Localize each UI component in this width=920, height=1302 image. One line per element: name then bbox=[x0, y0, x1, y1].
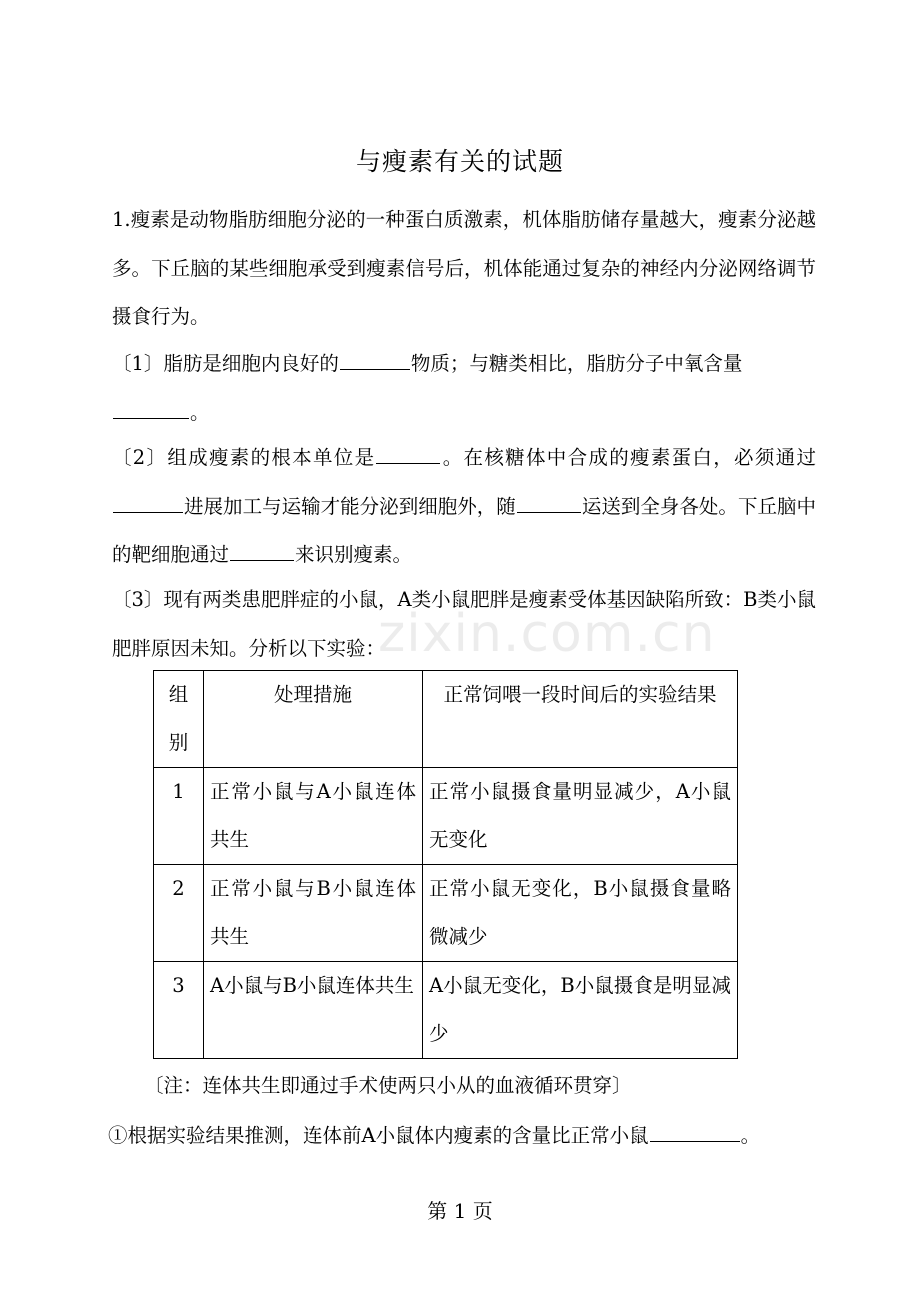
question-2-text-e: 来识别瘦素。 bbox=[295, 543, 413, 566]
cell-group: 1 bbox=[154, 768, 204, 865]
experiment-table bbox=[153, 670, 738, 1059]
question-2-text-c: 进展加工与运输才能分泌到细胞外，随 bbox=[184, 494, 516, 518]
table-row bbox=[154, 768, 738, 865]
cell-treatment: A小鼠与B小鼠连体共生 bbox=[204, 962, 423, 1059]
intro-paragraph: 1.瘦素是动物脂肪细胞分泌的一种蛋白质激素，机体脂肪储存量越大，瘦素分泌越多。下丘脑的某些细胞承受到瘦素信号后，机体能通过复杂的神经内分泌网络调节摄食行为。 bbox=[112, 208, 816, 328]
page-number: 第 1 页 bbox=[427, 1199, 493, 1223]
header-result: 正常饲喂一段时间后的实验结果 bbox=[423, 671, 738, 768]
sub-question-1-text-a: ①根据实验结果推测，连体前A小鼠体内瘦素的含量比正常小鼠 bbox=[108, 1124, 649, 1147]
question-1-text-b: 物质；与糖类相比，脂肪分子中氧含量 bbox=[410, 352, 743, 375]
sub-question-1 bbox=[108, 1116, 820, 1156]
question-2 bbox=[112, 434, 816, 580]
cell-group: 2 bbox=[154, 865, 204, 962]
table-note: 〔注：连体共生即通过手术使两只小从的血液循环贯穿〕 bbox=[144, 1074, 632, 1097]
table-row bbox=[154, 865, 738, 962]
header-group: 组别 bbox=[154, 671, 204, 768]
question-1-text-c: 。 bbox=[190, 400, 210, 424]
cell-treatment: 正常小鼠与A小鼠连体共生 bbox=[204, 768, 423, 865]
header-treatment: 处理措施 bbox=[204, 671, 423, 768]
cell-treatment: 正常小鼠与B小鼠连体共生 bbox=[204, 865, 423, 962]
cell-result: A小鼠无变化，B小鼠摄食是明显减少 bbox=[423, 962, 738, 1059]
question-3: 〔3〕现有两类患肥胖症的小鼠，A类小鼠肥胖是瘦素受体基因缺陷所致：B类小鼠肥胖原因未知。分析以下实验： bbox=[112, 588, 816, 660]
watermark: zixin.com.cn bbox=[378, 604, 716, 664]
answer-blank[interactable] bbox=[376, 443, 440, 464]
answer-blank[interactable] bbox=[113, 398, 189, 419]
cell-group: 3 bbox=[154, 962, 204, 1059]
cell-result: 正常小鼠无变化，B小鼠摄食量略微减少 bbox=[423, 865, 738, 962]
sub-question-1-text-b: 。 bbox=[740, 1124, 761, 1147]
question-1 bbox=[112, 340, 816, 437]
answer-blank[interactable] bbox=[113, 492, 183, 513]
question-2-text-a: 〔2〕组成瘦素的根本单位是 bbox=[112, 446, 376, 469]
answer-blank[interactable] bbox=[650, 1121, 740, 1142]
answer-blank[interactable] bbox=[340, 349, 410, 370]
table-row bbox=[154, 962, 738, 1059]
cell-result: 正常小鼠摄食量明显减少，A小鼠无变化 bbox=[423, 768, 738, 865]
question-2-text-d: 运送到全身各处。下丘脑中的靶细胞通过 bbox=[112, 494, 816, 566]
page-title: 与瘦素有关的试题 bbox=[355, 147, 564, 176]
question-2-text-b: 。在核糖体中合成的瘦素蛋白，必须通过 bbox=[441, 446, 816, 469]
table-header-row bbox=[154, 671, 738, 768]
question-1-text-a: 〔1〕脂肪是细胞内良好的 bbox=[112, 352, 339, 375]
answer-blank[interactable] bbox=[517, 492, 581, 513]
answer-blank[interactable] bbox=[230, 540, 294, 561]
